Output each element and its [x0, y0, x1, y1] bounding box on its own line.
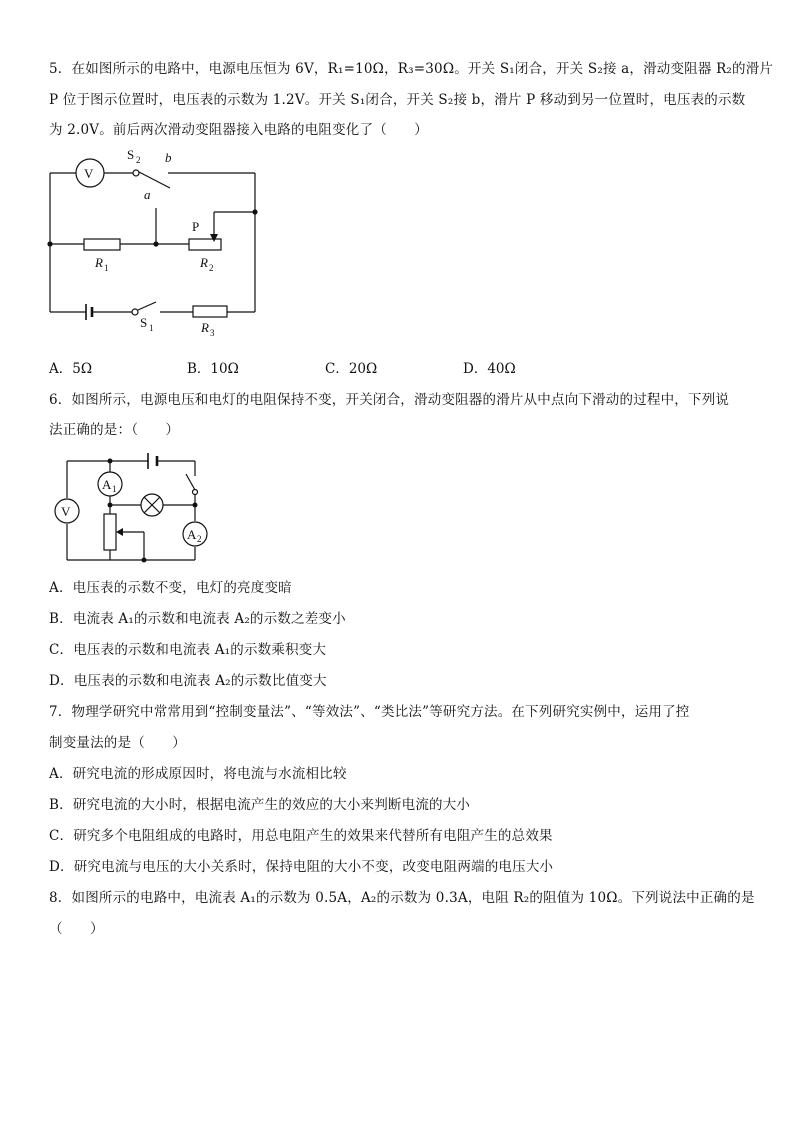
s2-label-sub: 2 [136, 155, 141, 165]
slider-arrow-icon [116, 528, 123, 536]
q8-line-1: 8．如图所示的电路中，电流表 A₁的示数为 0.5A，A₂的示数为 0.3A，电阻 R₂的阻值为 10Ω。下列说法中正确的是 [49, 890, 755, 906]
switch-icon [186, 474, 195, 490]
q6-option-a[interactable]: A．电压表的示数不变，电灯的亮度变暗 [49, 580, 292, 596]
q7-line-1: 7．物理学研究中常常用到“控制变量法”、“等效法”、“类比法”等研究方法。在下列研究实例中，运用了控 [49, 704, 690, 720]
q7-option-c[interactable]: C．研究多个电阻组成的电路时，用总电阻产生的效果来代替所有电阻产生的总效果 [49, 828, 553, 844]
q6-line-1: 6．如图所示，电源电压和电灯的电阻保持不变，开关闭合，滑动变阻器的滑片从中点向下滑动的过程中，下列说 [49, 392, 730, 408]
q5-option-b[interactable]: B．10Ω [187, 361, 239, 377]
q7-option-b[interactable]: B．研究电流的大小时，根据电流产生的效应的大小来判断电流的大小 [49, 797, 471, 813]
voltmeter-label: V [61, 504, 71, 519]
r3-label-sub: 3 [210, 328, 215, 338]
voltmeter-label: V [84, 166, 94, 181]
q5-option-c[interactable]: C．20Ω [325, 361, 378, 377]
q7-line-2: 制变量法的是（ ） [49, 735, 186, 751]
q5-line-3: 为 2.0V。前后两次滑动变阻器接入电路的电阻变化了（ ） [49, 122, 429, 138]
ammeter-a1-label: A [102, 477, 112, 492]
q5-option-d[interactable]: D．40Ω [463, 361, 516, 377]
r1-label-sub: 1 [104, 263, 109, 273]
r2-label: R [200, 255, 208, 270]
q5-line-1: 5．在如图所示的电路中，电源电压恒为 6V，R₁=10Ω，R₃=30Ω。开关 S₁闭合，开关 S₂接 a，滑动变阻器 R₂的滑片 [49, 61, 774, 77]
q8-line-2: （ ） [49, 921, 104, 937]
ammeter-a2-label-sub: 2 [197, 534, 202, 544]
terminal-b-label: b [165, 150, 172, 165]
q6-line-2: 法正确的是：（ ） [49, 422, 180, 438]
s1-label: S [140, 315, 148, 330]
r1-label: R [95, 255, 103, 270]
s1-label-sub: 1 [149, 323, 154, 333]
rheostat-icon [104, 514, 116, 550]
terminal-a-label: a [144, 187, 151, 202]
q6-option-d[interactable]: D．电压表的示数和电流表 A₂的示数比值变大 [49, 673, 327, 689]
r2-label-sub: 2 [209, 263, 214, 273]
r3-label: R [201, 320, 209, 335]
q5-option-a[interactable]: A．5Ω [49, 361, 93, 377]
slider-p-label: P [192, 219, 200, 234]
s2-label: S [127, 147, 135, 162]
q5-line-2: P 位于图示位置时，电压表的示数为 1.2V。开关 S₁闭合，开关 S₂接 b，滑片 P 移动到另一位置时，电压表的示数 [49, 92, 746, 108]
ammeter-a2-label: A [187, 527, 197, 542]
q7-option-a[interactable]: A．研究电流的形成原因时，将电流与水流相比较 [49, 766, 347, 782]
ammeter-a1-label-sub: 1 [112, 484, 117, 494]
q6-option-b[interactable]: B．电流表 A₁的示数和电流表 A₂的示数之差变小 [49, 611, 346, 627]
q6-option-c[interactable]: C．电压表的示数和电流表 A₁的示数乘积变大 [49, 642, 327, 658]
q7-option-d[interactable]: D．研究电流与电压的大小关系时，保持电阻的大小不变，改变电阻两端的电压大小 [49, 859, 554, 875]
